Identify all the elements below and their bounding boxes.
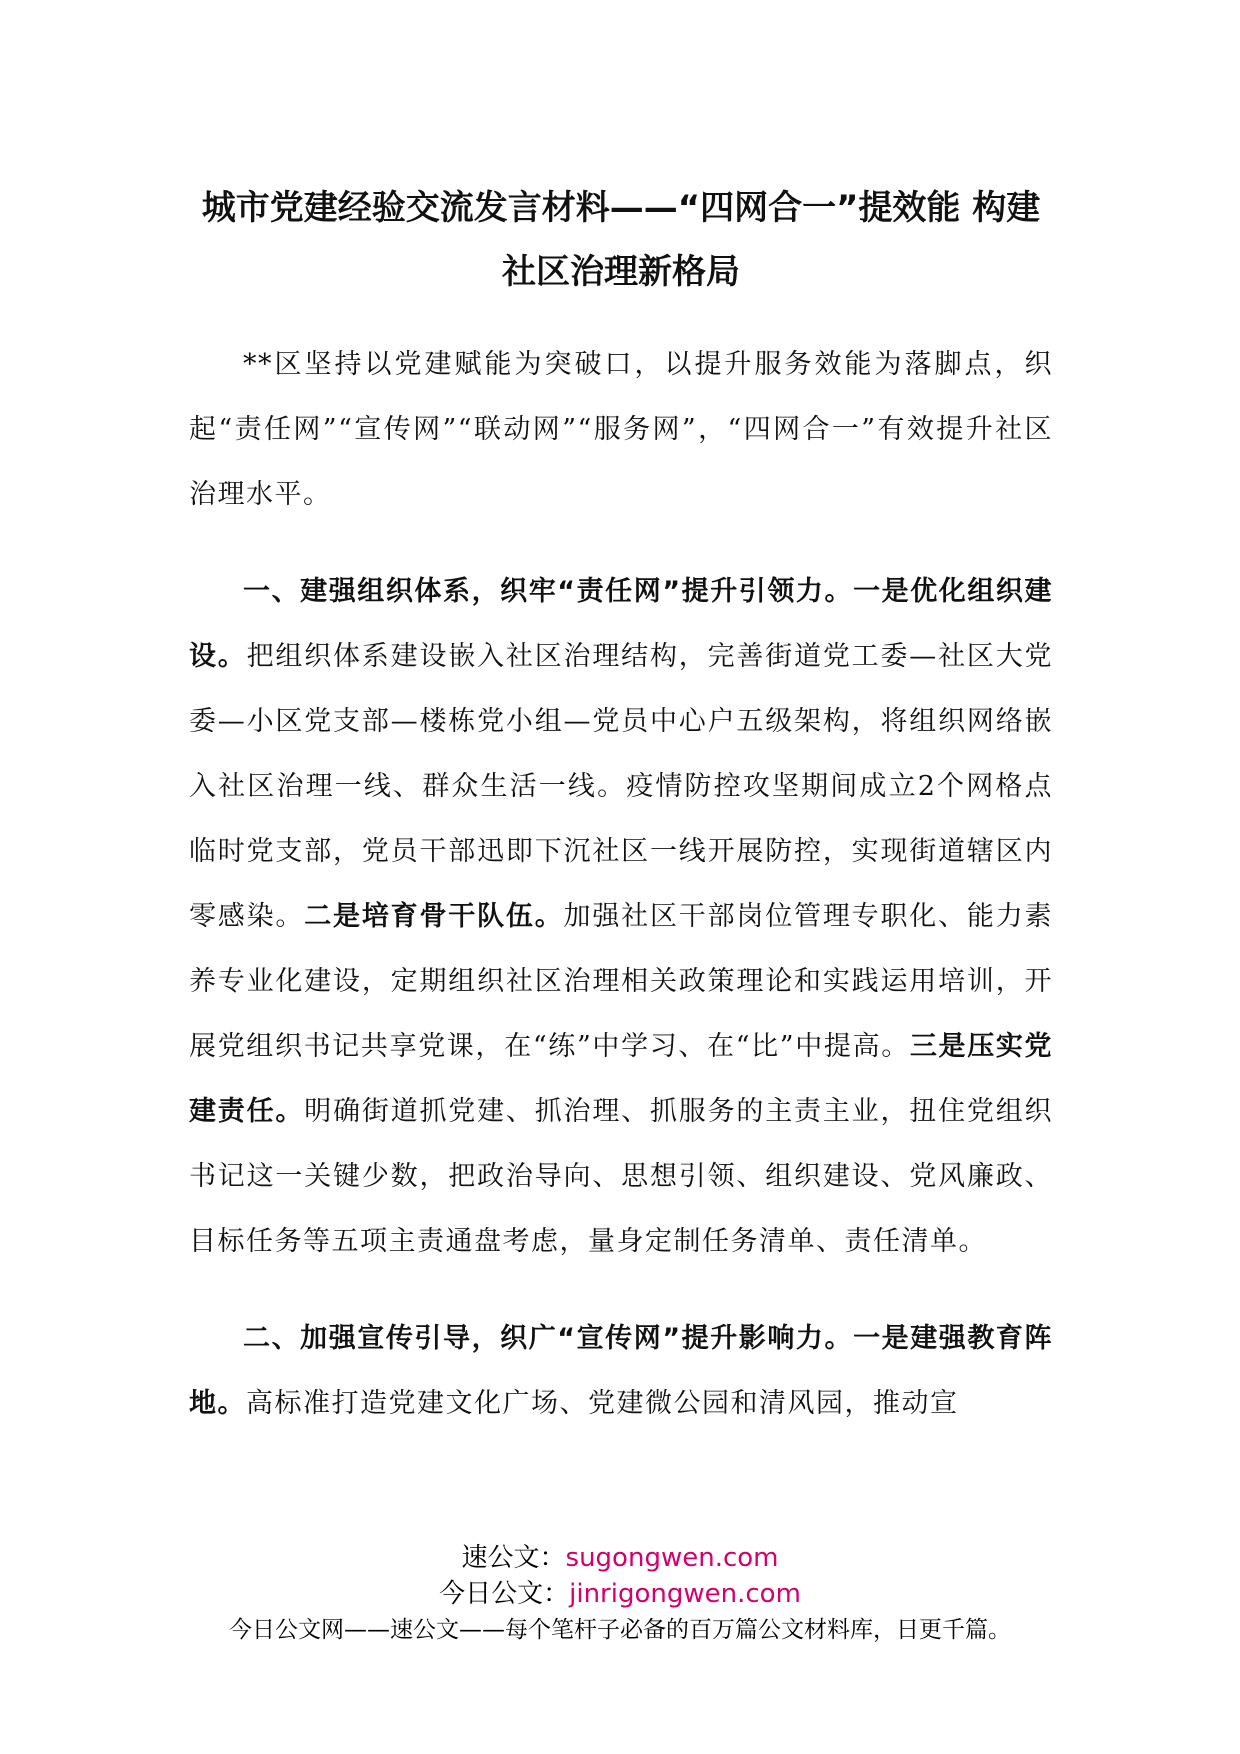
footer-site-link-2[interactable]: jinrigongwen.com <box>569 1579 801 1609</box>
section-2-text-1: 高标准打造党建文化广场、党建微公园和清风园，推动宣 <box>246 1388 959 1419</box>
section-2-heading: 二、加强宣传引导，织广“宣传网”提升影响力。 <box>243 1323 854 1354</box>
footer-line-1 <box>0 1540 1240 1576</box>
title-line-2: 社区治理新格局 <box>502 252 740 292</box>
footer-site-link-1[interactable]: sugongwen.com <box>565 1543 779 1573</box>
section-1-text-3: 明确街道抓党建、抓治理、抓服务的主责主业，扭住党组织书记这一关键少数，把政治导向、思想引领、组织建设、党风廉政、目标任务等五项主责通盘考虑，量身定制任务清单、责任清单。 <box>189 1096 1054 1257</box>
section-1-text-2: 加强社区干部岗位管理专职化、能力素养专业化建设，定期组织社区治理相关政策理论和实践运用培训，开展党组织书记共享党课，在“练”中学习、在“比”中提高。 <box>189 901 1054 1062</box>
intro-paragraph: **区坚持以党建赋能为突破口，以提升服务效能为落脚点，织起“责任网”“宣传网”“联动网”“服务网”，“四网合一”有效提升社区治理水平。 <box>189 349 1053 510</box>
document-body <box>189 176 1053 1436</box>
section-1-text-1: 把组织体系建设嵌入社区治理结构，完善街道党工委—社区大党委—小区党支部—楼栋党小组—党员中心户五级架构，将组织网络嵌入社区治理一线、群众生活一线。疫情防控攻坚期间成立2个网格点临时党支部，党员干部迅即下沉社区一线开展防控，实现街道辖区内零感染。 <box>189 641 1054 932</box>
footer-line-2 <box>0 1576 1240 1612</box>
title-line-1: 城市党建经验交流发言材料——“四网合一”提效能 构建 <box>201 188 1041 228</box>
section-1-lead-1: 一是优化组织建设。 <box>189 576 1053 672</box>
document-title <box>189 176 1053 304</box>
footer-watermark <box>0 1540 1240 1648</box>
footer-site-label-1: 速公文： <box>461 1543 566 1573</box>
section-1-paragraph <box>189 559 1053 1274</box>
section-2-lead-1: 一是建强教育阵地。 <box>189 1323 1053 1419</box>
section-1-lead-3: 三是压实党建责任。 <box>189 1031 1054 1127</box>
section-1-lead-2: 二是培育骨干队伍。 <box>304 901 564 932</box>
section-2-paragraph <box>189 1306 1053 1436</box>
section-1-heading: 一、建强组织体系，织牢“责任网”提升引领力。 <box>243 576 854 607</box>
footer-site-label-2: 今日公文： <box>439 1579 570 1609</box>
footer-slogan: 今日公文网——速公文——每个笔杆子必备的百万篇公文材料库，日更千篇。 <box>229 1617 1011 1643</box>
